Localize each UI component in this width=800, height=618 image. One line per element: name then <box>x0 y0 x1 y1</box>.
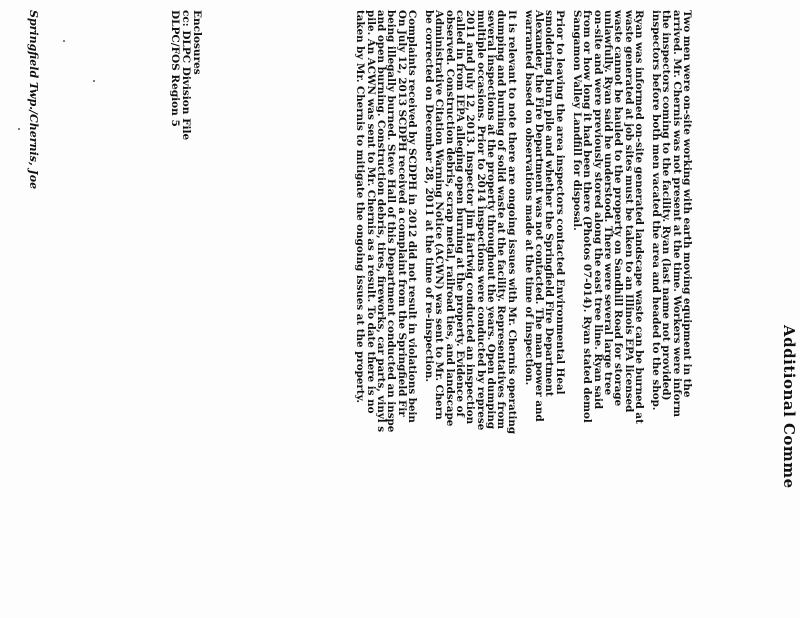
paragraph-fire-department <box>524 10 565 610</box>
text-line: several inspections at the property throughout the years. Open dumping <box>484 10 497 430</box>
text-line: unlawfully. Ryan said he understood. There were several large tree <box>601 10 614 396</box>
text-line: and open burning. Construction debris, tires, fireworks, car parts, vinyl s <box>374 10 387 433</box>
paragraph-complaints <box>355 10 417 610</box>
text-line: dumping and burning of solid waste at the facility. Representatives from <box>495 10 508 430</box>
text-line: waste generated at job sites must be taken to an Illinois EPA licensed <box>622 10 635 413</box>
footer-line: DLPC/FOS Region 5 <box>169 10 181 127</box>
text-line: Alexander, the Fire Department was not contacted. The man power and <box>533 10 546 422</box>
text-line: Sangamon Valley Landfill for disposal. <box>571 10 584 231</box>
footer-line: Enclosures <box>191 10 203 75</box>
text-line: Complaints received by SCDPH in 2012 did not result in violations bein <box>405 10 418 423</box>
paragraph-onsite-workers <box>651 10 692 610</box>
text-line: inspectors before both men vacated the area and headed to the shop. <box>650 10 663 411</box>
scan-speck <box>63 40 65 42</box>
text-line: taken by Mr. Chernis to mitigate the ongoing issues at the property. <box>354 10 367 403</box>
text-line: Prior to leaving the area inspectors contacted Environmental Heal <box>553 10 566 395</box>
text-line: called in from IEPA alleging open burning at the property. Evidence of <box>454 10 467 417</box>
text-line: being illegally burned. Steve Hall of this Department conducted an inspe <box>385 10 398 433</box>
file-reference-label: Springfield Twp./Chernis, Joe <box>27 10 40 190</box>
text-line: multiple occasions. Prior to 2014 inspections were conducted by represe <box>474 10 487 431</box>
enclosures-footer <box>169 10 202 310</box>
text-line: from or how long it had been there (Photos 07-014). Ryan stated demol <box>581 10 594 423</box>
text-line: Administrative Citation Warning Notice (ACWN) was sent to Mr. Chern <box>433 10 446 420</box>
text-line: Two men were on-site working with earth moving equipment in the <box>681 10 693 398</box>
text-line: warranted based on observations made at the time of inspection. <box>522 10 535 386</box>
text-line: pile. An ACWN was sent to Mr. Chernis as a result. To date there is no <box>364 10 377 414</box>
text-line: On July 12, 2013 SCDPH received a complaint from the Springfield Fir <box>395 10 408 417</box>
scan-speck <box>18 128 20 130</box>
text-line: on-site and were previously stored along the east tree line. Ryan said <box>591 10 604 410</box>
text-line: It is relevant to note there are ongoing issues with Mr. Chernis operating <box>505 10 518 435</box>
text-line: smoldering burn pile and whether the Springfield Fire Department <box>543 10 556 397</box>
text-line: the inspectors coming to the facility. Ryan (last name not provided) <box>660 10 673 401</box>
paragraph-ongoing-issues <box>424 10 517 610</box>
comments-body <box>348 10 692 610</box>
section-title: Additional Comme <box>780 325 798 489</box>
text-line: observed. Construction debris, scrap metal, railroad ties, and landscape <box>443 10 456 427</box>
text-line: waste cannot be hauled to the property on Sandhill Road for storage <box>612 10 625 407</box>
footer-line: cc: DLPC Division File <box>180 10 192 141</box>
text-line: 2011 and July 12, 2013. Inspector Jim Hartwig conducted an inspection <box>464 10 477 425</box>
text-line: be corrected on December 28, 2011 at the time of re-inspection. <box>423 10 436 382</box>
paragraph-landscape-waste <box>572 10 644 610</box>
scan-speck <box>93 80 95 82</box>
text-line: arrived. Mr. Chernis was not present at the time. Workers were inform <box>670 10 683 417</box>
text-line: Ryan was informed on-site generated landscape waste can be burned at <box>632 10 645 424</box>
